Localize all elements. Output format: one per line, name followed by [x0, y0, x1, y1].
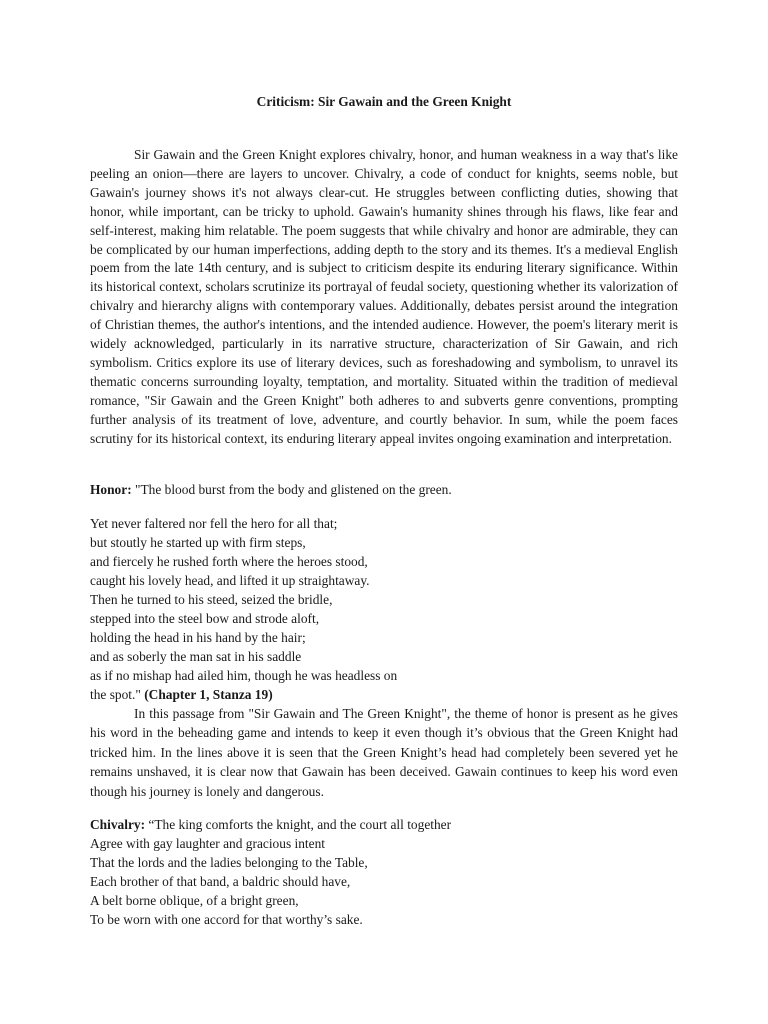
- chivalry-first-line: “The king comforts the knight, and the court all together: [145, 817, 452, 832]
- honor-verse-line: Yet never faltered nor fell the hero for all that;: [90, 516, 338, 531]
- honor-quote: [90, 480, 678, 704]
- document-title: Criticism: Sir Gawain and the Green Knight: [256, 94, 512, 109]
- honor-label: Honor:: [90, 482, 132, 497]
- honor-verse-line: but stoutly he started up with firm steps,: [90, 535, 306, 550]
- chivalry-verse-line: That the lords and the ladies belonging to the Table,: [90, 855, 368, 870]
- honor-quote-heading: [90, 480, 678, 499]
- honor-verse-line: and as soberly the man sat in his saddle: [90, 649, 302, 664]
- chivalry-verse-line: Each brother of that band, a baldric should have,: [90, 874, 351, 889]
- honor-first-line: "The blood burst from the body and glistened on the green.: [131, 482, 452, 497]
- honor-citation: (Chapter 1, Stanza 19): [144, 687, 273, 702]
- chivalry-quote: [90, 815, 678, 929]
- chivalry-quote-heading: [90, 815, 678, 834]
- honor-last-line-text: the spot.": [90, 687, 145, 702]
- honor-verse-line: caught his lovely head, and lifted it up straightaway.: [90, 573, 370, 588]
- honor-verse-line: Then he turned to his steed, seized the bridle,: [90, 592, 333, 607]
- honor-verse-last-line: [90, 685, 678, 704]
- honor-verse-line: holding the head in his hand by the hair;: [90, 630, 306, 645]
- chivalry-label: Chivalry:: [90, 817, 146, 832]
- honor-verse-line: and fiercely he rushed forth where the heroes stood,: [90, 554, 368, 569]
- honor-analysis-paragraph: In this passage from "Sir Gawain and The Green Knight", the theme of honor is present as he gives his word in the beheading game and intends to keep it even though it’s obvious that the Green Knight had tricked him. In the lines above it is seen that the Green Knight’s head had completely been severed yet he remains unshaved, it is clear now that Gawain has been deceived. Gawain continues to keep his word even though his journey is lonely and dangerous.: [90, 706, 678, 799]
- honor-verse-line: as if no mishap had ailed him, though he was headless on: [90, 668, 398, 683]
- chivalry-verse-line: A belt borne oblique, of a bright green,: [90, 893, 299, 908]
- intro-paragraph: Sir Gawain and the Green Knight explores chivalry, honor, and human weakness in a way that's like peeling an onion—there are layers to uncover. Chivalry, a code of conduct for knights, seems noble, but Gawain's journey shows it's not always clear-cut. He struggles between conflicting duties, showing that honor, while important, can be tricky to uphold. Gawain's humanity shines through his flaws, like fear and self-interest, making him relatable. The poem suggests that while chivalry and honor are admirable, they can be complicated by our human imperfections, adding depth to the story and its themes. It's a medieval English poem from the late 14th century, and is subject to criticism despite its enduring literary significance. Within its historical context, scholars scrutinize its portrayal of feudal society, questioning whether its valorization of chivalry and hierarchy aligns with contemporary values. Additionally, debates persist around the integration of Christian themes, the author's intentions, and the intended audience. However, the poem's literary merit is widely acknowledged, particularly in its narrative structure, characterization of Sir Gawain, and rich symbolism. Critics explore its use of literary devices, such as foreshadowing and symbolism, to unravel its thematic concerns surrounding loyalty, temptation, and mortality. Situated within the tradition of medieval romance, "Sir Gawain and the Green Knight" both adheres to and subverts genre conventions, prompting further analysis of its treatment of love, adventure, and courtly behavior. In sum, while the poem faces scrutiny for its historical context, its enduring literary appeal invites ongoing examination and interpretation.: [90, 147, 678, 446]
- chivalry-verse-line: To be worn with one accord for that worthy’s sake.: [90, 912, 363, 927]
- honor-verse-line: stepped into the steel bow and strode aloft,: [90, 611, 320, 626]
- chivalry-verse-line: Agree with gay laughter and gracious intent: [90, 836, 326, 851]
